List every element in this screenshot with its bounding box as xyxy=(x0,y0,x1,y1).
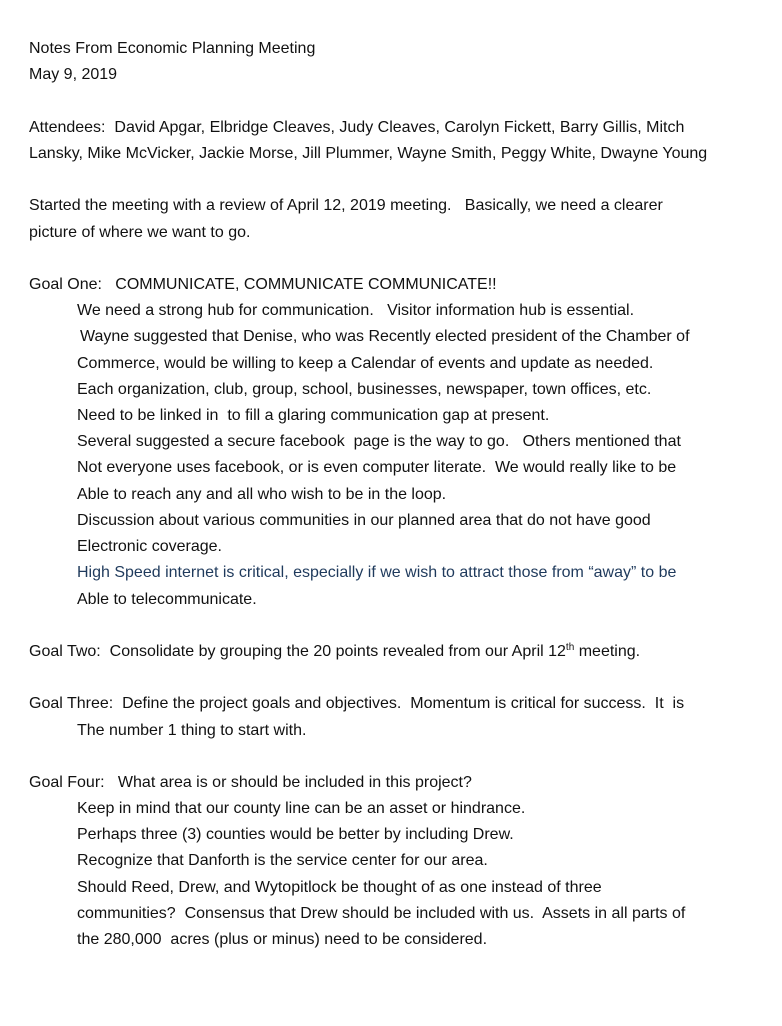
goal-two-suffix: meeting. xyxy=(574,643,641,660)
goal-one-line: Wayne suggested that Denise, who was Recently elected president of the Chamber of xyxy=(80,328,690,345)
goal-one-line: We need a strong hub for communication. Visitor information hub is essential. xyxy=(77,302,635,319)
document-title: Notes From Economic Planning Meeting xyxy=(29,40,316,57)
attendees-line-1: Attendees: David Apgar, Elbridge Cleaves, Judy Cleaves, Carolyn Fickett, Barry Gillis, Mitch xyxy=(29,119,685,136)
meeting-date: May 9, 2019 xyxy=(29,66,118,83)
goal-four-line: Keep in mind that our county line can be an asset or hindrance. xyxy=(77,800,526,817)
intro-line-2: picture of where we want to go. xyxy=(29,224,251,241)
goal-four-heading: Goal Four: What area is or should be included in this project? xyxy=(29,774,472,791)
goal-four-line: the 280,000 acres (plus or minus) need to be considered. xyxy=(77,931,488,948)
goal-two xyxy=(29,641,640,663)
goal-one-line: Each organization, club, group, school, businesses, newspaper, town offices, etc. xyxy=(77,381,652,398)
goal-one-line: Discussion about various communities in our planned area that do not have good xyxy=(77,512,651,529)
goal-four-line: communities? Consensus that Drew should be included with us. Assets in all parts of xyxy=(77,905,686,922)
goal-three-line-1: Goal Three: Define the project goals and objectives. Momentum is critical for success. It is xyxy=(29,695,685,712)
goal-one-line: Electronic coverage. xyxy=(77,538,222,555)
goal-four-line: Perhaps three (3) counties would be better by including Drew. xyxy=(77,826,514,843)
goal-one-line: Able to reach any and all who wish to be in the loop. xyxy=(77,486,447,503)
attendees-line-2: Lansky, Mike McVicker, Jackie Morse, Jill Plummer, Wayne Smith, Peggy White, Dwayne Young xyxy=(29,145,708,162)
goal-two-text: Goal Two: Consolidate by grouping the 20 points revealed from our April 12 xyxy=(29,643,566,660)
goal-one-line: Able to telecommunicate. xyxy=(77,591,257,608)
goal-one-heading: Goal One: COMMUNICATE, COMMUNICATE COMMUNICATE!! xyxy=(29,276,497,293)
goal-two-superscript: th xyxy=(565,642,575,653)
intro-line-1: Started the meeting with a review of April 12, 2019 meeting. Basically, we need a clearer xyxy=(29,197,663,214)
goal-one-line: Several suggested a secure facebook page is the way to go. Others mentioned that xyxy=(77,433,681,450)
goal-four-line: Recognize that Danforth is the service center for our area. xyxy=(77,852,488,869)
goal-one-line: Need to be linked in to fill a glaring communication gap at present. xyxy=(77,407,550,424)
goal-one-line: Not everyone uses facebook, or is even computer literate. We would really like to be xyxy=(77,459,677,476)
goal-one-line: High Speed internet is critical, especially if we wish to attract those from “away” to be xyxy=(77,564,677,581)
goal-four-line: Should Reed, Drew, and Wytopitlock be thought of as one instead of three xyxy=(77,879,602,896)
goal-one-line: Commerce, would be willing to keep a Calendar of events and update as needed. xyxy=(77,355,654,372)
goal-three-line-2: The number 1 thing to start with. xyxy=(77,722,307,739)
